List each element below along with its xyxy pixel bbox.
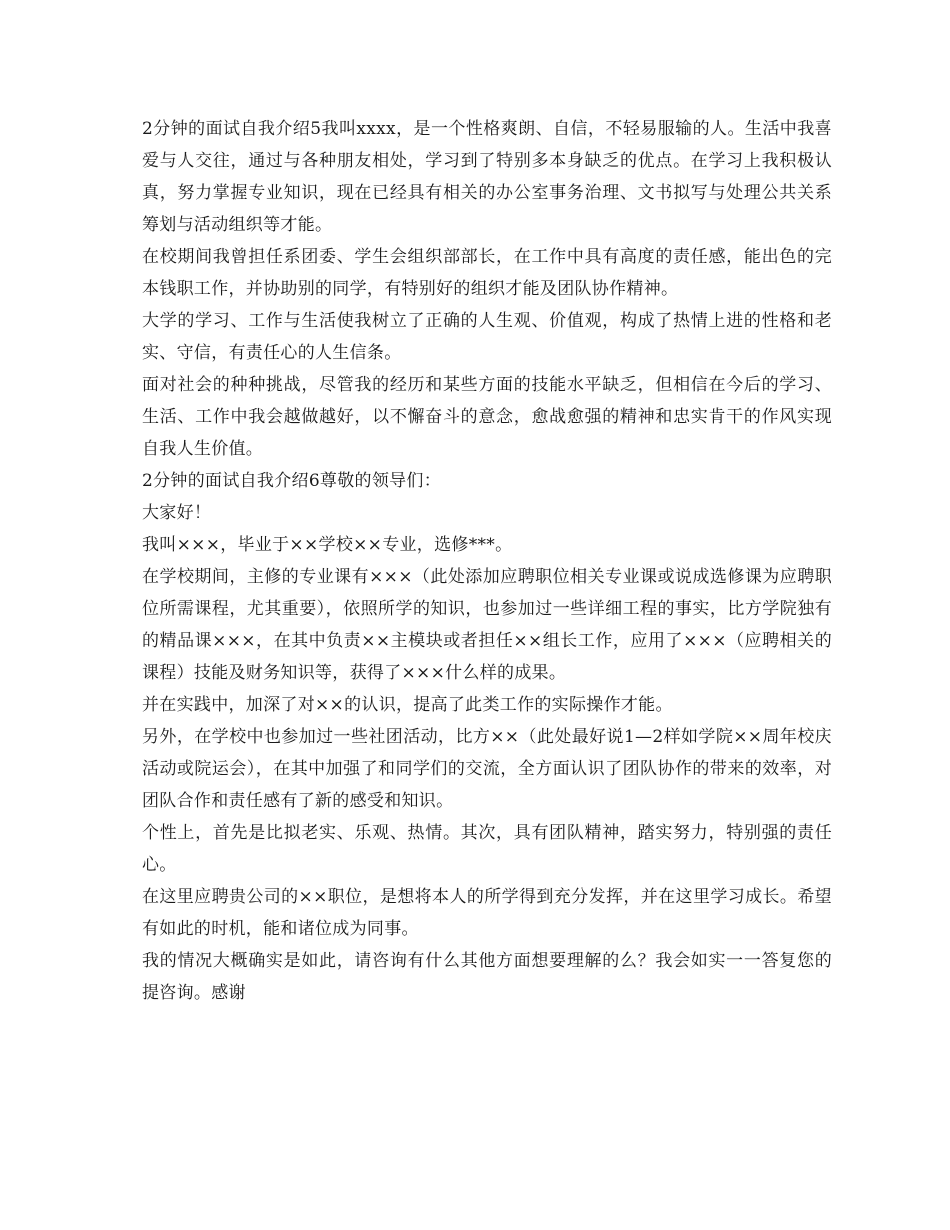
paragraph-intro-6-heading: 2分钟的面试自我介绍6尊敬的领导们：: [142, 471, 442, 491]
document-body: [142, 113, 832, 1009]
paragraph-school-roles: 在校期间我曾担任系团委、学生会组织部部长，在工作中具有高度的责任感，能出色的完本钱职工作，并协助别的同学，有特别好的组织才能及团队协作精神。: [142, 247, 832, 299]
paragraph-activities: 另外，在学校中也参加过一些社团活动，比方××（此处最好说1—2样如学院××周年校庆活动或院运会），在其中加强了和同学们的交流，全方面认识了团队协作的带来的效率，对团队合作和责任感有了新的感受和知识。: [142, 727, 832, 811]
paragraph-challenges: 面对社会的种种挑战，尽管我的经历和某些方面的技能水平缺乏，但相信在今后的学习、生活、工作中我会越做越好，以不懈奋斗的意念，愈战愈强的精神和忠实肯干的作风实现自我人生价值。: [142, 375, 832, 459]
paragraph-outlook: 大学的学习、工作与生活使我树立了正确的人生观、价值观，构成了热情上进的性格和老实、守信，有责任心的人生信条。: [142, 311, 832, 363]
paragraph-name: 我叫×××，毕业于××学校××专业，选修***。: [142, 535, 513, 555]
paragraph-greeting: 大家好！: [142, 503, 212, 523]
paragraph-practice: 并在实践中，加深了对××的认识，提高了此类工作的实际操作才能。: [142, 695, 673, 715]
paragraph-application: 在这里应聘贵公司的××职位，是想将本人的所学得到充分发挥，并在这里学习成长。希望有如此的时机，能和诸位成为同事。: [142, 887, 832, 939]
paragraph-personality: 个性上，首先是比拟老实、乐观、热情。其次，具有团队精神，踏实努力，特别强的责任心。: [142, 823, 832, 875]
paragraph-courses: 在学校期间，主修的专业课有×××（此处添加应聘职位相关专业课或说成选修课为应聘职位所需课程，尤其重要），依照所学的知识，也参加过一些详细工程的事实，比方学院独有的精品课×××，在其中负责××主模块或者担任××组长工作，应用了×××（应聘相关的课程）技能及财务知识等，获得了×××什么样的成果。: [142, 567, 832, 683]
paragraph-intro-5: 2分钟的面试自我介绍5我叫xxxx，是一个性格爽朗、自信，不轻易服输的人。生活中我喜爱与人交往，通过与各种朋友相处，学习到了特别多本身缺乏的优点。在学习上我积极认真，努力掌握专业知识，现在已经具有相关的办公室事务治理、文书拟写与处理公共关系筹划与活动组织等才能。: [142, 119, 832, 235]
paragraph-closing: 我的情况大概确实是如此，请咨询有什么其他方面想要理解的么？我会如实一一答复您的提咨询。感谢: [142, 951, 832, 1003]
